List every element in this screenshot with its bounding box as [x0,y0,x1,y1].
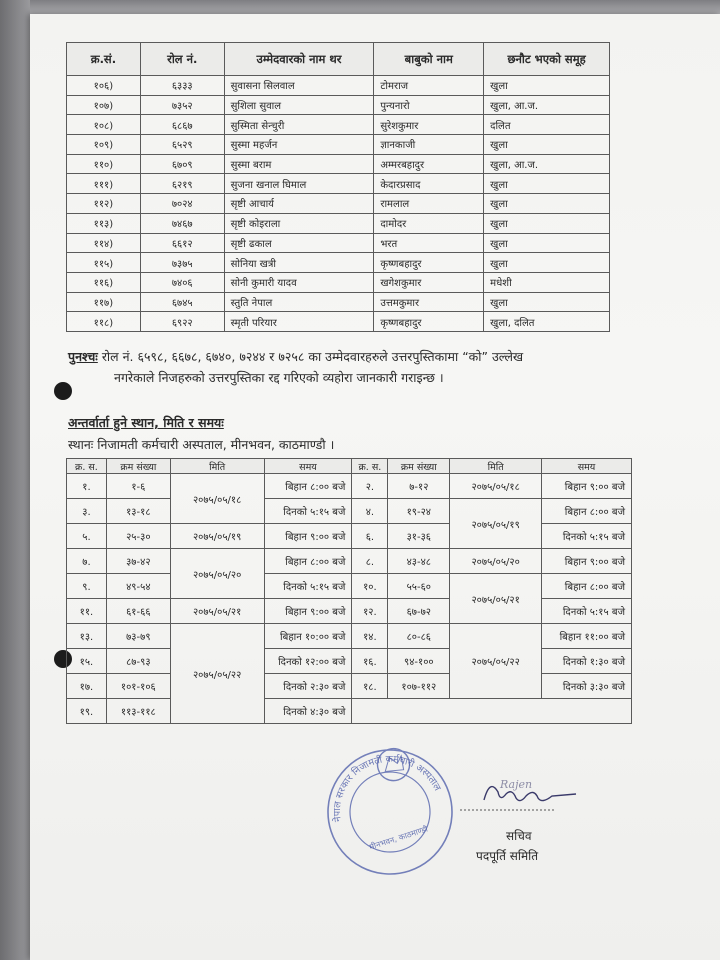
sched-sn: ७. [67,549,107,574]
schedule-row [67,574,632,599]
cell-father: भरत [374,233,484,253]
sched-date: २०७५/०५/२१ [170,599,264,624]
col-header-father: बाबुको नाम [374,43,484,76]
cell-name: स्मृती परियार [224,312,374,332]
table-row [67,76,610,96]
results-table [66,42,610,332]
table-row [67,135,610,155]
cell-father: कृष्णबहादुर [374,253,484,273]
table-row [67,233,610,253]
cell-father: उत्तमकुमार [374,292,484,312]
table-row [67,174,610,194]
cell-father: दामोदर [374,213,484,233]
cell-roll: ६९२२ [140,312,224,332]
cell-father: रामलाल [374,194,484,214]
cell-name: सुस्मा बराम [224,154,374,174]
cell-father: पुन्यनारो [374,95,484,115]
results-header-row [67,43,610,76]
cell-roll: ७३५२ [140,95,224,115]
official-stamp [320,742,460,882]
interview-venue: स्थानः निजामती कर्मचारी अस्पताल, मीनभवन, काठमाण्डौ । [68,437,335,452]
sched-time: बिहान ९:०० बजे [264,524,352,549]
sched-time: बिहान ९:०० बजे [542,474,632,499]
cell-group: खुला [484,213,610,233]
postscript-line-2: नगरेकाले निजहरुको उत्तरपुस्तिका रद्द गरिएको व्यहोरा जानकारी गराइन्छ । [114,370,444,385]
sched-sn: ९. [67,574,107,599]
stamp-bottom-text: मीनभवन, काठमाण्डौ [368,824,429,852]
postscript-line-1: रोल नं. ६५९८, ६६७८, ६७४०, ७२४४ र ७२५८ का उम्मेदवारहरुले उत्तरपुस्तिकामा “को” उल्लेख [101,349,524,364]
cell-name: सुजना खनाल घिमाल [224,174,374,194]
cell-father: कृष्णबहादुर [374,312,484,332]
signature-block [476,826,538,866]
cell-roll: ६७४५ [140,292,224,312]
schedule-header-row [67,459,632,474]
cell-sn: १०६) [67,76,141,96]
sched-time: बिहान ८:०० बजे [264,474,352,499]
schedule-row [67,624,632,649]
cell-group: खुला [484,135,610,155]
cell-sn: ११२) [67,194,141,214]
cell-name: सोनी कुमारी यादव [224,272,374,292]
col-header-sn: क्र.सं. [67,43,141,76]
schedule-row [67,599,632,624]
sched-time: दिनको १:३० बजे [542,649,632,674]
signatory-committee: पदपूर्ति समिति [476,849,539,863]
sched-range: ९४-१०० [388,649,450,674]
svg-text:नेपाल सरकार निजामती कर्मचारी अ [320,742,444,826]
cell-sn: ११८) [67,312,141,332]
sched-range: २५-३० [106,524,170,549]
sched-range: ४९-५४ [106,574,170,599]
table-row [67,154,610,174]
cell-roll: ७३७५ [140,253,224,273]
cell-group: खुला [484,292,610,312]
sched-range: ८७-९३ [106,649,170,674]
table-row [67,253,610,273]
cell-sn: ११५) [67,253,141,273]
table-row [67,292,610,312]
postscript-note [68,346,628,388]
cell-father: सुरेशकुमार [374,115,484,135]
sched-sn: १८. [352,674,388,699]
sched-sn: १६. [352,649,388,674]
cell-name: सृष्टी कोइराला [224,213,374,233]
table-row [67,95,610,115]
cell-group: खुला, आ.ज. [484,95,610,115]
cell-roll: ६२१९ [140,174,224,194]
sched-range: १-६ [106,474,170,499]
sched-sn: ५. [67,524,107,549]
sched-header-time-2: समय [542,459,632,474]
cell-father: केदारप्रसाद [374,174,484,194]
sched-range: ७-१२ [388,474,450,499]
sched-date: २०७५/०५/२२ [450,624,542,699]
cell-sn: १०८) [67,115,141,135]
sched-range: ३१-३६ [388,524,450,549]
table-row [67,213,610,233]
sched-range: ६७-७२ [388,599,450,624]
cell-father: टोमराज [374,76,484,96]
cell-father: खगेशकुमार [374,272,484,292]
cell-group: खुला [484,253,610,273]
sched-time: दिनको ४:३० बजे [264,699,352,724]
sched-date: २०७५/०५/२२ [170,624,264,724]
signature-handwriting: Rajen [500,778,533,791]
cell-name: सृष्टी आचार्य [224,194,374,214]
sched-date: २०७५/०५/१८ [170,474,264,524]
cell-group: खुला, आ.ज. [484,154,610,174]
sched-time: दिनको ३:३० बजे [542,674,632,699]
sched-header-range-2: क्रम संख्या [388,459,450,474]
sched-time: बिहान ९:०० बजे [264,599,352,624]
cell-name: सुस्मा महर्जन [224,135,374,155]
sched-sn: १. [67,474,107,499]
interview-title: अन्तर्वार्ता हुने स्थान, मिति र समयः [68,415,224,430]
sched-range: ७३-७९ [106,624,170,649]
cell-name: सृष्टी ढकाल [224,233,374,253]
cell-roll: ६७०९ [140,154,224,174]
cell-sn: १०९) [67,135,141,155]
cell-name: सोनिया खत्री [224,253,374,273]
cell-group: खुला [484,174,610,194]
sched-empty-cell [352,699,632,724]
cell-sn: ११४) [67,233,141,253]
cell-sn: १०७) [67,95,141,115]
sched-sn: ३. [67,499,107,524]
cell-roll: ६५२९ [140,135,224,155]
sched-range: ५५-६० [388,574,450,599]
cell-group: दलित [484,115,610,135]
cell-sn: ११७) [67,292,141,312]
schedule-row [67,549,632,574]
cell-roll: ७०२४ [140,194,224,214]
sched-header-sn: क्र. स. [67,459,107,474]
sched-date: २०७५/०५/१८ [450,474,542,499]
sched-sn: ११. [67,599,107,624]
cell-sn: ११०) [67,154,141,174]
cell-roll: ६८६७ [140,115,224,135]
sched-date: २०७५/०५/१९ [450,499,542,549]
sched-date: २०७५/०५/२१ [450,574,542,624]
cell-name: सुस्मिता सेन्चुरी [224,115,374,135]
table-row [67,115,610,135]
sched-time: दिनको ५:१५ बजे [264,499,352,524]
sched-sn: १९. [67,699,107,724]
sched-sn: १४. [352,624,388,649]
sched-header-date-2: मिति [450,459,542,474]
schedule-row [67,699,632,724]
schedule-row [67,674,632,699]
sched-range: १३-१८ [106,499,170,524]
cell-name: सुशिला सुवाल [224,95,374,115]
sched-time: बिहान ९:०० बजे [542,549,632,574]
sched-time: बिहान ११:०० बजे [542,624,632,649]
cell-sn: १११) [67,174,141,194]
sched-range: १९-२४ [388,499,450,524]
sched-time: दिनको ५:१५ बजे [542,524,632,549]
schedule-row [67,499,632,524]
sched-time: बिहान ८:०० बजे [264,549,352,574]
cell-sn: ११६) [67,272,141,292]
sched-time: बिहान ८:०० बजे [542,574,632,599]
sched-time: दिनको १२:०० बजे [264,649,352,674]
results-body [67,76,610,332]
cell-group: खुला, दलित [484,312,610,332]
cell-father: ज्ञानकाजी [374,135,484,155]
sched-sn: १७. [67,674,107,699]
cell-roll: ७४०६ [140,272,224,292]
cell-group: खुला [484,194,610,214]
sched-range: ११३-११८ [106,699,170,724]
sched-header-date: मिति [170,459,264,474]
schedule-row [67,474,632,499]
sched-range: ४३-४८ [388,549,450,574]
sched-header-time: समय [264,459,352,474]
schedule-row [67,649,632,674]
sched-sn: ६. [352,524,388,549]
sched-range: ३७-४२ [106,549,170,574]
stamp-ring-text: नेपाल सरकार निजामती कर्मचारी अस्पताल [331,753,443,823]
sched-time: बिहान १०:०० बजे [264,624,352,649]
col-header-group: छनौट भएको समूह [484,43,610,76]
cell-name: सुवासना सिलवाल [224,76,374,96]
signatory-title: सचिव [506,829,532,843]
cell-group: खुला [484,233,610,253]
cell-father: अम्मरबहादुर [374,154,484,174]
sched-sn: १५. [67,649,107,674]
sched-time: दिनको २:३० बजे [264,674,352,699]
sched-range: ६१-६६ [106,599,170,624]
sched-range: १०१-१०६ [106,674,170,699]
sched-header-sn-2: क्र. स. [352,459,388,474]
sched-time: बिहान ८:०० बजे [542,499,632,524]
table-row [67,194,610,214]
sched-time: दिनको ५:१५ बजे [264,574,352,599]
sched-date: २०७५/०५/१९ [170,524,264,549]
sched-range: ८०-८६ [388,624,450,649]
col-header-roll: रोल नं. [140,43,224,76]
signature [456,774,606,814]
sched-sn: १०. [352,574,388,599]
col-header-name: उम्मेदवारको नाम थर [224,43,374,76]
cell-roll: ६३३३ [140,76,224,96]
sched-date: २०७५/०५/२० [450,549,542,574]
sched-sn: १३. [67,624,107,649]
cell-roll: ६६१२ [140,233,224,253]
cell-name: स्तुति नेपाल [224,292,374,312]
table-row [67,312,610,332]
cell-roll: ७४६७ [140,213,224,233]
interview-schedule-table [66,458,632,724]
table-row [67,272,610,292]
sched-range: १०७-११२ [388,674,450,699]
cell-group: खुला [484,76,610,96]
cell-sn: ११३) [67,213,141,233]
sched-sn: ४. [352,499,388,524]
background-dark-edge [0,0,30,960]
sched-time: दिनको ५:१५ बजे [542,599,632,624]
sched-header-range: क्रम संख्या [106,459,170,474]
sched-sn: ८. [352,549,388,574]
sched-date: २०७५/०५/२० [170,549,264,599]
cell-group: मधेशी [484,272,610,292]
sched-sn: २. [352,474,388,499]
schedule-row [67,524,632,549]
sched-sn: १२. [352,599,388,624]
postscript-label: पुनश्चः [68,349,98,364]
